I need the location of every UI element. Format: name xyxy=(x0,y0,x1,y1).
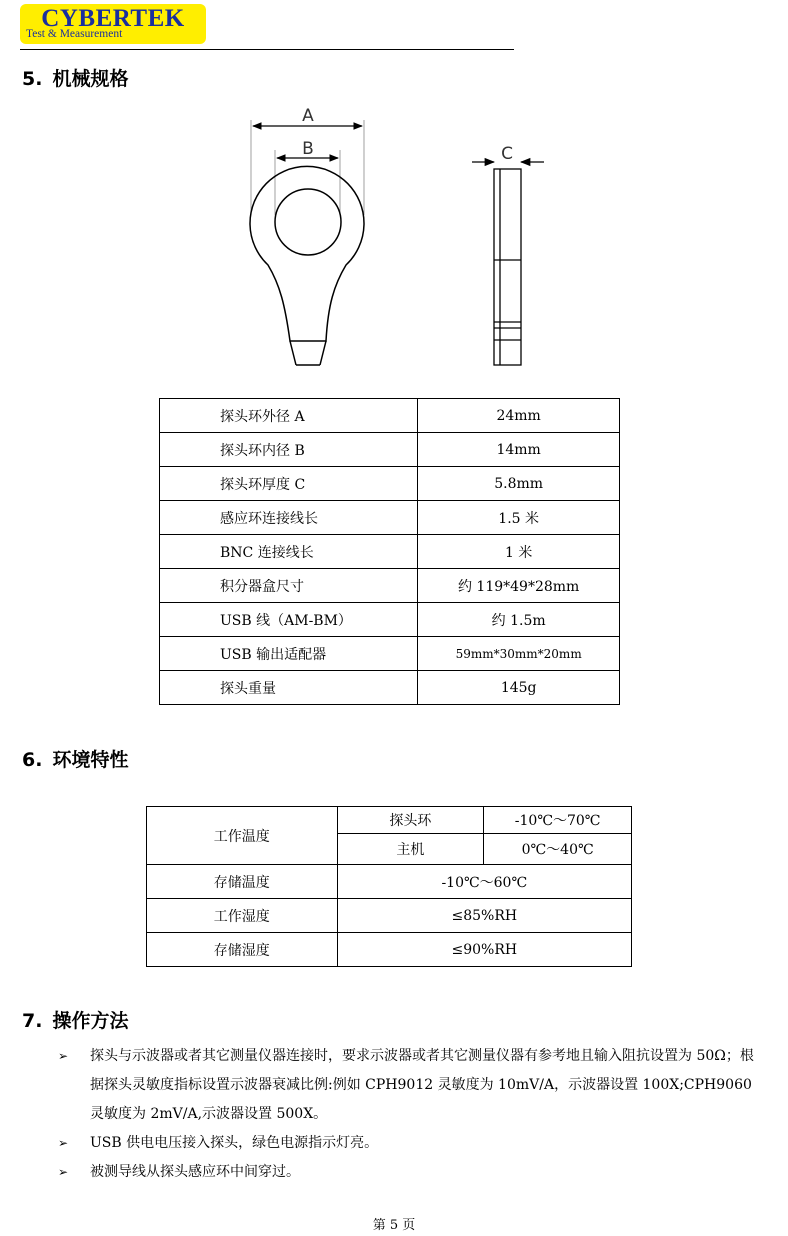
spec-label: 探头重量 xyxy=(160,671,418,705)
mechanical-spec-table xyxy=(159,398,620,705)
environment-table xyxy=(146,806,632,967)
host-temp-value: 0℃～40℃ xyxy=(484,834,632,865)
spec-label: USB 线（AM-BM） xyxy=(160,603,418,637)
dimension-label-c: C xyxy=(501,144,513,164)
env-value: -10℃～60℃ xyxy=(337,865,631,899)
env-value: ≤85%RH xyxy=(337,899,631,933)
spec-value: 1.5 米 xyxy=(418,501,620,535)
operation-steps xyxy=(58,1042,763,1187)
section-7-number: 7. xyxy=(22,1010,43,1032)
spec-label: 探头环外径 A xyxy=(160,399,418,433)
table-row xyxy=(147,899,632,933)
table-row xyxy=(147,933,632,967)
probe-ring-side-view xyxy=(472,162,544,365)
table-row xyxy=(160,637,620,671)
spec-label: 感应环连接线长 xyxy=(160,501,418,535)
spec-value: 1 米 xyxy=(418,535,620,569)
spec-label: BNC 连接线长 xyxy=(160,535,418,569)
step-text: 被测导线从探头感应环中间穿过。 xyxy=(90,1164,300,1180)
spec-value: 145g xyxy=(418,671,620,705)
arrow-bullet-icon: ➢ xyxy=(58,1049,69,1063)
table-row xyxy=(160,671,620,705)
table-row xyxy=(160,603,620,637)
probe-ring-temp-value: -10℃～70℃ xyxy=(484,807,632,834)
spec-label: 探头环厚度 C xyxy=(160,467,418,501)
env-label: 工作湿度 xyxy=(147,899,338,933)
step-text: 探头与示波器或者其它测量仪器连接时，要求示波器或者其它测量仪器有参考地且输入阻抗设置为 50Ω；根据探头灵敏度指标设置示波器衰减比例:例如 CPH9012 灵敏度为 10mV/A，示波器设置 100X;CPH9060 灵敏度为 2mV/A,示波器设置 500X。 xyxy=(90,1048,754,1122)
table-row xyxy=(160,535,620,569)
section-6-heading xyxy=(22,745,128,772)
dimension-label-b: B xyxy=(302,139,314,159)
table-row xyxy=(160,399,620,433)
section-5-number: 5. xyxy=(22,68,43,90)
table-row xyxy=(160,569,620,603)
list-item xyxy=(58,1158,763,1187)
table-row xyxy=(160,467,620,501)
spec-value: 24mm xyxy=(418,399,620,433)
list-item xyxy=(58,1042,763,1129)
spec-value: 59mm*30mm*20mm xyxy=(418,637,620,671)
spec-label: 探头环内径 B xyxy=(160,433,418,467)
table-row xyxy=(160,501,620,535)
section-7-title: 操作方法 xyxy=(52,1010,129,1032)
spec-label: USB 输出适配器 xyxy=(160,637,418,671)
page-number: 第 5 页 xyxy=(372,1218,416,1233)
spec-value: 约 119*49*28mm xyxy=(418,569,620,603)
table-row xyxy=(147,807,632,834)
dimension-label-a: A xyxy=(302,106,314,126)
list-item xyxy=(58,1129,763,1158)
mechanical-drawing xyxy=(0,0,788,380)
env-label: 存储温度 xyxy=(147,865,338,899)
spec-value: 5.8mm xyxy=(418,467,620,501)
env-value: ≤90%RH xyxy=(337,933,631,967)
section-7-heading xyxy=(22,1006,128,1033)
arrow-bullet-icon: ➢ xyxy=(58,1165,69,1179)
arrow-bullet-icon: ➢ xyxy=(58,1136,69,1150)
table-row xyxy=(160,433,620,467)
section-6-number: 6. xyxy=(22,749,43,771)
section-6-title: 环境特性 xyxy=(52,749,129,771)
step-text: USB 供电电压接入探头，绿色电源指示灯亮。 xyxy=(90,1135,379,1151)
table-row xyxy=(147,865,632,899)
logo-tagline: Test & Measurement xyxy=(26,28,123,40)
logo-name: CYBERTEK xyxy=(41,5,185,32)
host-label: 主机 xyxy=(337,834,484,865)
spec-label: 积分器盒尺寸 xyxy=(160,569,418,603)
operating-temp-label: 工作温度 xyxy=(147,807,338,865)
probe-ring-label: 探头环 xyxy=(337,807,484,834)
section-5-title: 机械规格 xyxy=(52,68,129,90)
spec-value: 约 1.5m xyxy=(418,603,620,637)
env-label: 存储湿度 xyxy=(147,933,338,967)
spec-value: 14mm xyxy=(418,433,620,467)
